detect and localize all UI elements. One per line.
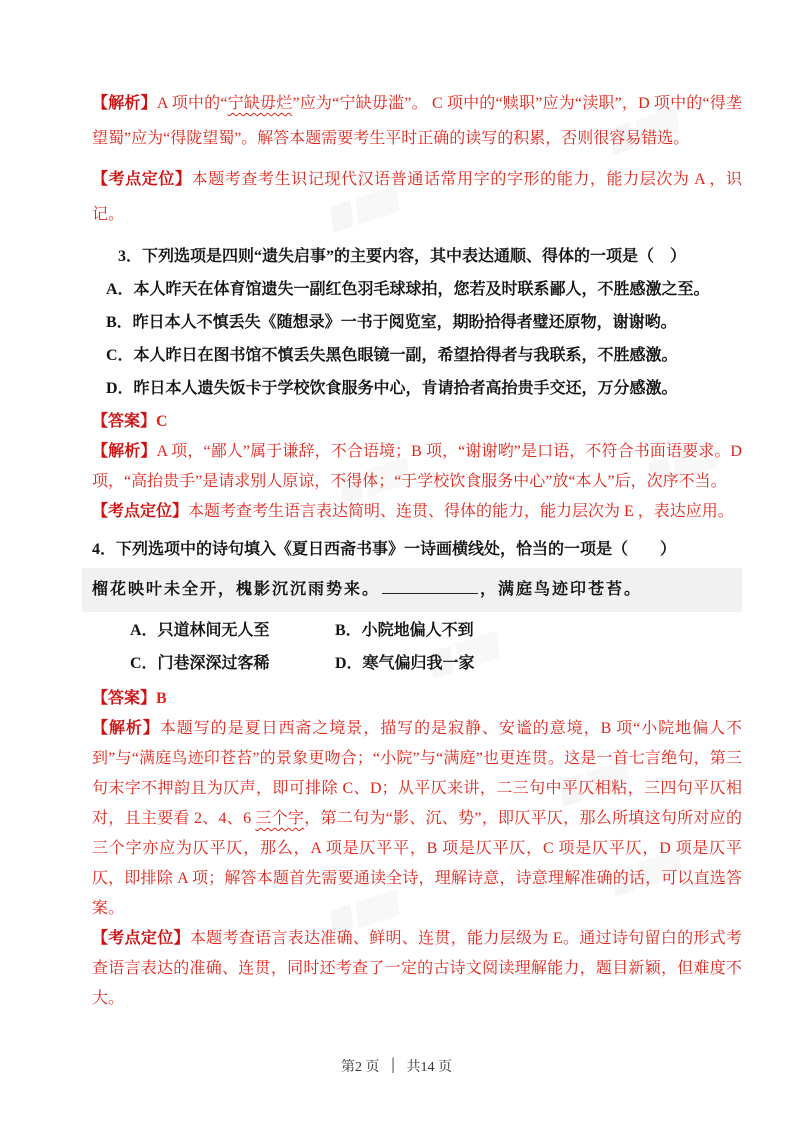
answer-label: 【答案】 [92, 413, 157, 430]
exam-point-label: 【考点定位】 [92, 503, 189, 520]
analysis-paragraph-q3 [92, 437, 742, 497]
page-content [92, 86, 742, 1014]
answer-value: C [156, 413, 168, 430]
question-4-options-row-1 [92, 614, 742, 647]
question-3-option-d: D．昨日本人遗失饭卡于学校饮食服务中心，肯请拾者高抬贵手交还，万分感激。 [106, 380, 678, 397]
analysis-label: 【解析】 [92, 720, 160, 737]
answer-value: B [156, 690, 167, 707]
question-4-options-row-2 [92, 647, 742, 680]
analysis-wavy-term: 三个字 [255, 810, 305, 827]
page-footer [0, 1056, 793, 1076]
poem-text: ，满庭鸟迹印苍苔。 [480, 581, 643, 598]
exam-point-text: 本题考查语言表达准确、鲜明、连贯，能力层级为 E。通过诗句留白的形式考查语言表达的准确、连贯，同时还考查了一定的古诗文阅读理解能力，题目新颖，但难度不大。 [92, 930, 742, 1007]
footer-page-number: 第2 页 [340, 1060, 380, 1075]
analysis-text: A 项，“鄙人”属于谦辞，不合语境；B 项，“谢谢哟”是口语，不符合书面语要求。D 项，“高抬贵手”是请求别人原谅，不得体；“于学校饮食服务中心”放“本人”后，次序不当。 [92, 443, 742, 490]
analysis-text: ”应为“宁缺毋滥”。 C 项中的“赎职”应为“渎职”，D 项中的“得垄望蜀”应为“得陇望蜀”。解答本题需要考生平时正确的读写的积累，否则很容易错选。 [92, 95, 742, 147]
question-4-option-c: C．门巷深深过客稀 [130, 655, 270, 672]
exam-point-text: 本题考查考生语言表达简明、连贯、得体的能力，能力层次为 E ，表达应用。 [188, 503, 734, 520]
blank-underline [382, 579, 478, 594]
question-4-option-b: B．小院地偏人不到 [335, 622, 474, 639]
exam-point-paragraph-q4 [92, 924, 742, 1014]
analysis-paragraph-q2 [92, 86, 742, 156]
exam-point-label: 【考点定位】 [92, 171, 192, 188]
analysis-label: 【解析】 [92, 95, 157, 112]
answer-paragraph-q3 [92, 407, 742, 437]
analysis-text: A 项中的“ [156, 95, 228, 112]
footer-separator: | [391, 1056, 395, 1075]
question-3-stem: 3．下列选项是四则“遗失启事”的主要内容，其中表达通顺、得体的一项是（ ） [118, 248, 687, 265]
question-4-option-d: D．寒气偏归我一家 [335, 655, 475, 672]
exam-point-label: 【考点定位】 [92, 930, 190, 947]
poem-line [92, 575, 736, 605]
analysis-text: 本题写的是夏日西斋之境景，描写的是寂静、安谧的意境，B 项“小院地偏人不到”与“满庭鸟迹印苍苔”的景象更吻合；“小院”与“满庭”也更连贯。这是一首七言绝句，第三句末字不押韵且为仄声，即可排除 C、D；从平仄来讲，二三句中平仄相粘，三四句平仄相对，且主要看 2、4、6 [92, 720, 742, 827]
poem-highlight-band [82, 568, 742, 612]
analysis-wavy-term: 宁缺毋烂 [227, 95, 293, 112]
question-4-option-a: A．只道林间无人至 [130, 622, 270, 639]
question-3-option-c: C．本人昨日在图书馆不慎丢失黑色眼镜一副，希望拾得者与我联系，不胜感激。 [106, 347, 678, 364]
analysis-label: 【解析】 [92, 443, 157, 460]
poem-text: 榴花映叶未全开，槐影沉沉雨势来。 [92, 581, 381, 598]
answer-label: 【答案】 [92, 690, 157, 707]
question-4-stem: 4．下列选项中的诗句填入《夏日西斋书事》一诗画横线处，恰当的一项是（ ） [92, 541, 677, 558]
exam-point-paragraph-q2 [92, 162, 742, 232]
exam-point-text: 本题考查考生识记现代汉语普通话常用字的字形的能力，能力层次为 A ，识记。 [92, 171, 742, 223]
answer-paragraph-q4 [92, 684, 742, 714]
question-3-option-b: B．昨日本人不慎丢失《随想录》一书于阅览室，期盼拾得者璧还原物，谢谢哟。 [106, 314, 677, 331]
analysis-text: ，第二句为“影、沉、势”，即仄平仄，那么所填这句所对应的三个字亦应为仄平仄，那么，A 项是仄平平，B 项是仄平仄，C 项是仄平仄，D 项是仄平仄，即排除 A 项；解答本题首先需要通读全诗，理解诗意，诗意理解准确的话，可以直选答案。 [92, 810, 742, 917]
analysis-paragraph-q4 [92, 714, 742, 924]
exam-point-paragraph-q3 [92, 497, 742, 527]
footer-total-pages: 共14 页 [406, 1060, 453, 1075]
question-3-option-a: A．本人昨天在体育馆遗失一副红色羽毛球球拍，您若及时联系鄙人，不胜感激之至。 [106, 281, 710, 298]
